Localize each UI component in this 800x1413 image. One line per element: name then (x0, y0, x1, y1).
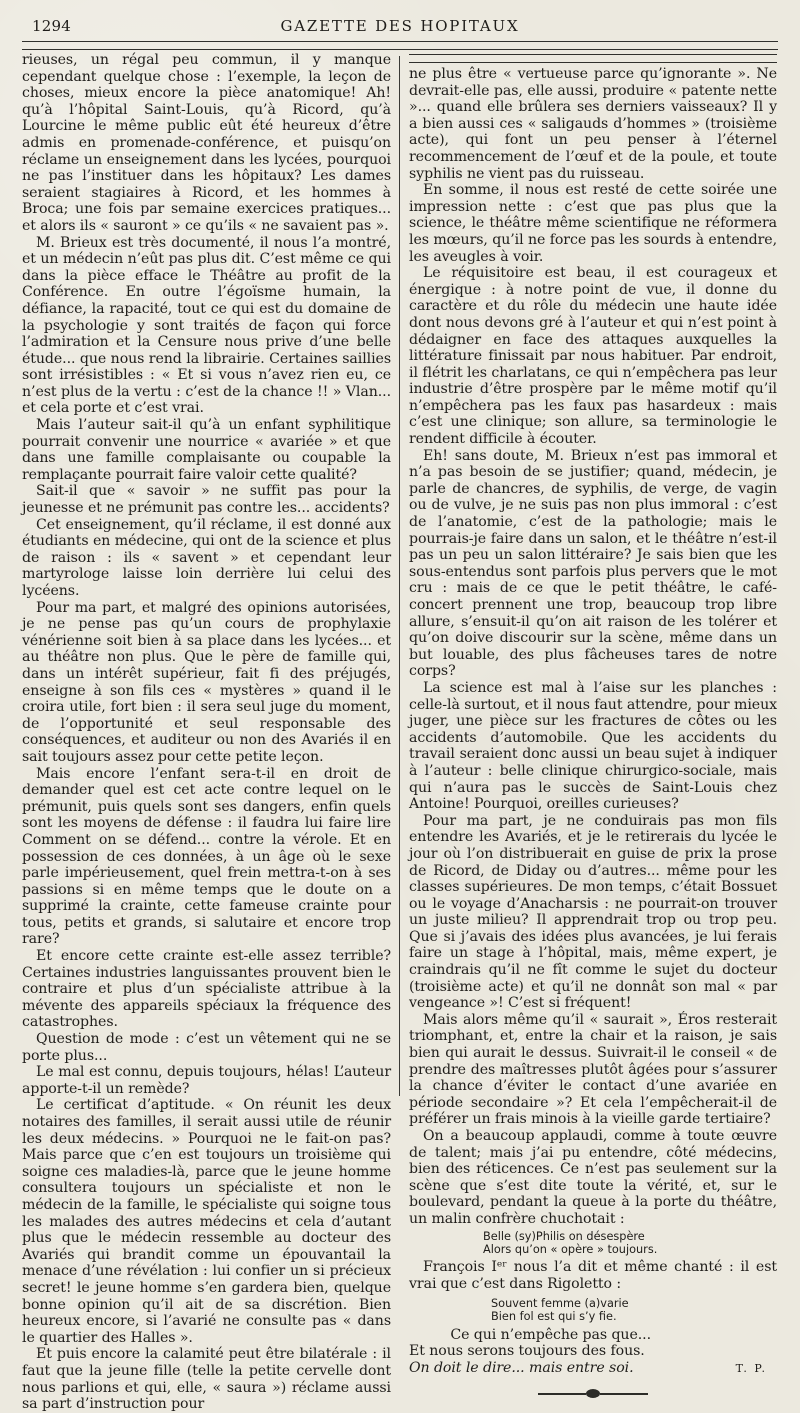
article-paragraph: Sait-il que « savoir » ne suffit pas pour la jeunesse et ne prémunit pas contre les... accidents? (22, 483, 391, 517)
article-columns (22, 52, 778, 1413)
poem-line: Alors qu’on « opère » toujours. (483, 1242, 658, 1256)
right-column-top-rule (409, 54, 777, 63)
article-paragraph: Le certificat d’aptitude. « On réunit les deux notaires des familles, il serait aussi utile de réunir les deux médecins. » Pourquoi ne le fait-on pas? Mais parce que c’en est toujours un troisième qui soigne ces maladies-là, parce que le jeune homme consultera toujours un spécialiste et non le médecin de la famille, le spécialiste qui soigne tous les malades des autres médecins et cela d’autant plus que le médecin ressemble au docteur des Avariés qui brandit comme un épouvantail la menace d’une révélation : lui confier un si précieux secret! le jeune homme s’en gardera bien, quelque bonne opinion qu’il ait de sa discrétion. Bien heureux encore, si l’avarié ne consulte pas « dans le quartier des Halles ». (22, 1097, 391, 1346)
right-column (400, 52, 777, 1376)
poem-line: Souvent femme (a)varie (491, 1297, 629, 1311)
article-paragraph: ne plus être « vertueuse parce qu’ignorante ». Ne devrait-elle pas, elle aussi, produire « patente nette »... quand elle brûlera ses derniers vaisseaux? Il y a bien aussi ces « saligauds d’hommes » (troisième acte), qui font un peu penser à l’éternel recommencement de l’œuf et de la poule, et toute syphilis ne vient pas du ruisseau. (409, 66, 777, 182)
article-paragraph: La science est mal à l’aise sur les planches : celle-là surtout, et il nous faut attendre, pour mieux juger, une pièce sur les fractures de côtes ou les accidents d’automobile. Que les accidents du travail seraient donc aussi un beau sujet à indiquer à l’auteur : belle clinique chirurgico-sociale, mais qui n’aura pas le succès de Saint-Louis chez Antoine! Pourquoi, oreilles curieuses? (409, 679, 777, 813)
article-paragraph: Question de mode : c’est un vêtement qui ne se porte plus... (22, 1031, 391, 1064)
poem-line: Belle (sy)Philis on désespère (483, 1229, 645, 1243)
article-paragraph: Le réquisitoire est beau, il est courageux et énergique : à notre point de vue, il donne du caractère et du rôle du médecin une haute idée dont nous devons gré à l’auteur et qui n’est point à dédaigner en face des attaques auxquelles la littérature finissait par nous habituer. Par endroit, il flétrit les charlatans, ce qui n’empêchera pas leur industrie d’être prospère par le même motif qu’il n’empêchera pas les faux pas hasardeux : mais c’est une clinique; son allure, sa terminologie le rendent difficile à écouter. (409, 265, 777, 448)
article-paragraph: Mais encore l’enfant sera-t-il en droit de demander quel est cet acte contre lequel on le prémunit, puis quels sont ses dangers, enfin quels sont les moyens de défense : il faudra lui faire lire Comment on se défend... contre la vérole. Et en possession de ces données, à un âge où le sexe parle impérieusement, quel frein mettra-t-on à ses passions si en même temps que le doute on a supprimé la crainte, cette fameuse crainte pour tous, petits et grands, si salutaire et encore trop rare? (22, 765, 391, 948)
article-paragraph: Pour ma part, je ne conduirais pas mon fils entendre les Avariés, et je le retirerais du lycée le jour où l’on distribuerait en guise de prix la prose de Ricord, de Diday ou d’autres... même pour les classes supérieures. De mon temps, c’était Bossuet ou le voyage d’Anacharsis : ne pourrait-on trouver un juste milieu? Il apprendrait trop ou trop peu. Que si j’avais des idées plus avancées, je lui ferais faire un stage à l’hôpital, mais, même expert, je craindrais qu’il ne fît comme le sujet du docteur (troisième acte) et qu’il ne donnât son mal « par vengeance »! C’est si fréquent! (409, 812, 777, 1012)
article-paragraph: On a beaucoup applaudi, comme à toute œuvre de talent; mais j’ai pu entendre, côté médecins, bien des réticences. Ce n’est pas seulement sur la scène que s’est dite toute la vérité, et, sur le boulevard, pendant la queue à la porte du théâtre, un malin confrère chuchotait : (409, 1128, 777, 1227)
article-paragraph: Mais alors même qu’il « saurait », Éros resterait triomphant, et, entre la chair et la raison, je sais bien qui aurait le dessus. Suivrait-il le conseil « de prendre des maîtresses plutôt âgées pour s’assurer la chance d’éviter le contact d’une avariée en période secondaire »? Et cela l’empêcherait-il de préférer un frais minois à la vieille garde tertiaire? (409, 1011, 777, 1128)
article-paragraph: Et puis encore la calamité peut être bilatérale : il faut que la jeune fille (telle la petite cervelle dont nous parlions et qui, elle, « saura ») réclame aussi sa part d’instruction pour (22, 1346, 391, 1413)
poem-quote (483, 1230, 777, 1256)
article-paragraph: rieuses, un régal peu commun, il y manque cependant quelque chose : l’exemple, la leçon de choses, mieux encore la pièce anatomique! Ah! qu’à l’hôpital Saint-Louis, qu’à Ricord, qu’à Lourcine le même public eût été heureux d’être admis en promenade-conférence, et puisqu’on réclame un enseignement dans les lycées, pourquoi ne pas l’instituer dans les hôpitaux? Les dames seraient stagiaires à Ricord, et les hommes à Broca; une fois par semaine exercices pratiques... et alors ils « sauront » ce qu’ils « ne savaient pas ». (22, 52, 391, 234)
article-paragraph: François Iᵉʳ nous l’a dit et même chanté : il est vrai que c’est dans Rigoletto : (409, 1258, 777, 1292)
article-paragraph: Le mal est connu, depuis toujours, hélas! L’auteur apporte-t-il un remède? (22, 1064, 391, 1097)
author-signature: T. P. (735, 1361, 767, 1375)
header-double-rule (22, 41, 778, 50)
page-header (22, 14, 778, 40)
article-paragraph: En somme, il nous est resté de cette soirée une impression nette : c’est que pas plus que la science, le théâtre même scientifique ne réformera les mœurs, qu’il ne force pas les sourds à entendre, les aveugles à voir. (409, 182, 777, 265)
closing-line: Et nous serons toujours des fous. (409, 1343, 645, 1360)
journal-title: GAZETTE DES HOPITAUX (280, 17, 520, 35)
poem-line: Bien fol est qui s’y fie. (491, 1310, 617, 1324)
left-column (22, 52, 399, 1413)
article-paragraph: Pour ma part, et malgré des opinions autorisées, je ne pense pas qu’un cours de prophylaxie vénérienne soit bien à sa place dans les lycées... et au théâtre non plus. Que le père de famille qui, dans un intérêt supérieur, fait fi des préjugés, enseigne à son fils ces « mystères » quand il le croira utile, fort bien : il sera seul juge du moment, de l’opportunité et seul responsable des conséquences, et auditeur ou non des Avariés il en sait toujours assez pour cette petite leçon. (22, 599, 391, 765)
ornament-dot (586, 1389, 600, 1398)
article-paragraph: M. Brieux est très documenté, il nous l’a montré, et un médecin n’eût pas plus dit. C’est même ce qui dans la pièce efface le Théâtre au profit de la Conférence. En outre l’égoïsme humain, la défiance, la rapacité, tout ce qui est du domaine de la psychologie y sont traités de façon qui force l’admiration et la Censure nous prive d’une belle étude... que nous rend la librairie. Certaines saillies sont irrésistibles : « Et si vous n’avez rien eu, ce n’est plus de la vertu : c’est de la chance !! » Vlan... et cela porte et c’est vrai. (22, 234, 391, 417)
article-paragraph: Et encore cette crainte est-elle assez terrible? Certaines industries languissantes prouvent bien le contraire et plus d’un spécialiste attribue à la mévente des appareils spéciaux la fréquence des catastrophes. (22, 948, 391, 1031)
poem-quote (491, 1297, 777, 1323)
closing-row (409, 1360, 777, 1377)
closing-line: On doit le dire... mais entre soi. (409, 1359, 634, 1376)
end-ornament (538, 1389, 648, 1399)
article-paragraph: Cet enseignement, qu’il réclame, il est donné aux étudiants en médecine, qui ont de la science et plus de raison : ils « savent » et cependant leur martyrologe laisse loin derrière lui celui des lycéens. (22, 516, 391, 599)
closing-line: Ce qui n’empêche pas que... (450, 1326, 651, 1343)
page-number: 1294 (32, 17, 71, 35)
article-paragraph: Mais l’auteur sait-il qu’à un enfant syphilitique pourrait convenir une nourrice « avariée » et que dans une famille complaisante ou coupable la remplaçante pourrait faire valoir cette qualité? (22, 417, 391, 483)
article-paragraph: Eh! sans doute, M. Brieux n’est pas immoral et n’a pas besoin de se justifier; quand, médecin, je parle de chancres, de syphilis, de verge, de vagin ou de vulve, je ne suis pas non plus immoral : c’est de l’anatomie, c’est de la pathologie; mais le pourrais-je faire dans un salon, et le théâtre n’est-il pas un peu un salon littéraire? Je sais bien que les sous-entendus sont parfois plus pervers que le mot cru : mais de ce que le petit théâtre, le café-concert prennent une trop, beaucoup trop libre allure, s’ensuit-il qu’on ait raison de les tolérer et qu’on doive discourir sur la scène, même dans un but louable, des plus fâcheuses tares de notre corps? (409, 447, 777, 680)
